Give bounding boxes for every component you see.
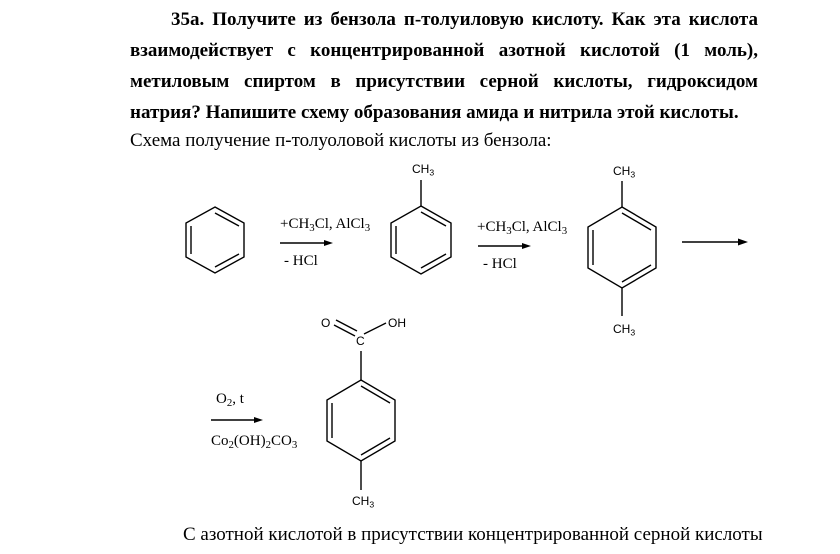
reaction-arrow-2 bbox=[478, 243, 531, 249]
reaction-arrow-3 bbox=[682, 239, 748, 246]
task-text: 35а. Получите из бензола п-толуиловую кислоту. Как эта кислота взаимодействует с концентрированной азотной кислотой (1 моль), метиловым спиртом в присутствии серной кислоты, гидроксидом натрия? Напишите схему образования амида и нитрила этой кислоты. bbox=[130, 9, 758, 123]
scheme-caption: Схема получение п-толуоловой кислоты из бензола: bbox=[130, 130, 552, 151]
step2-byproduct: - HCl bbox=[483, 256, 517, 272]
hydroxyl-label: OH bbox=[388, 316, 406, 330]
reaction-arrow-4 bbox=[211, 417, 263, 423]
p-xylene-ring bbox=[588, 181, 656, 316]
step1-byproduct: - HCl bbox=[284, 253, 318, 269]
acid-methyl-label: $CH_3$ bbox=[352, 494, 375, 510]
step2-reagent: $+CH_3Cl$, AlCl$_3$ bbox=[477, 219, 568, 238]
benzene-ring bbox=[186, 207, 244, 273]
footer-text: С азотной кислотой в присутствии концентрированной серной кислоты bbox=[183, 524, 763, 545]
step3-catalyst: $Co_2(OH)_2CO_3$ bbox=[211, 433, 298, 452]
reaction-arrow-1 bbox=[280, 240, 333, 246]
xylene-bottom-methyl-label: $CH_3$ bbox=[613, 322, 636, 338]
xylene-top-methyl-label: $CH_3$ bbox=[613, 164, 636, 180]
carbonyl-oxygen-label: O bbox=[321, 316, 331, 330]
toluene-methyl-label: $CH_3$ bbox=[412, 162, 435, 178]
step1-reagent: $+CH_3Cl$, AlCl$_3$ bbox=[280, 216, 371, 235]
step3-reagent: $O_2$, t bbox=[216, 391, 244, 410]
carboxyl-carbon-label: C bbox=[356, 334, 365, 348]
toluene-ring bbox=[391, 180, 451, 274]
